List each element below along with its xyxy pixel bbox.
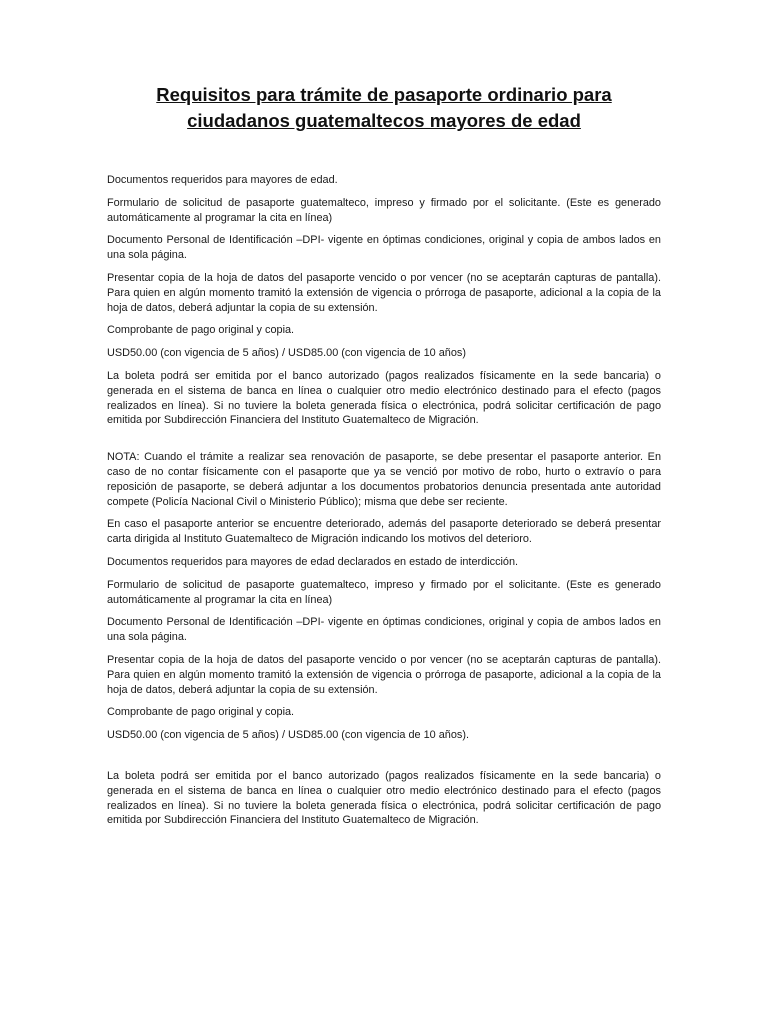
paragraph-fees: USD50.00 (con vigencia de 5 años) / USD85.00 (con vigencia de 10 años) [107, 347, 466, 360]
paragraph-passport-copy: Presentar copia de la hoja de datos del pasaporte vencido o por vencer (no se aceptarán capturas de pantalla). Para quien en algún momento tramitó la extensión de vigencia o prórroga de pasaporte, adicional a la copia de la hoja de datos, deberá adjuntar la copia de su extensión. [107, 271, 661, 314]
paragraph-dpi-2: Documento Personal de Identificación –DPI- vigente en óptimas condiciones, original y copia de ambos lados en una sola página. [107, 616, 661, 644]
title-line-2: ciudadanos guatemaltecos mayores de edad [187, 110, 581, 132]
paragraph-deteriorated: En caso el pasaporte anterior se encuentre deteriorado, además del pasaporte deteriorado se deberá presentar carta dirigida al Instituto Guatemalteco de Migración indicando los motivos del deterioro. [107, 518, 661, 546]
paragraph-bank-slip-2: La boleta podrá ser emitida por el banco autorizado (pagos realizados físicamente en la sede bancaria) o generada en el sistema de banca en línea o cualquier otro medio electrónico destinado para el efecto (pagos realizados en línea). Si no tuviere la boleta generada física o electrónica, podrá solicitar certificación de pago emitida por Subdirección Financiera del Instituto Guatemalteco de Migración. [107, 769, 661, 827]
section-heading-adults: Documentos requeridos para mayores de edad. [107, 174, 338, 186]
section-heading-interdiction: Documentos requeridos para mayores de edad declarados en estado de interdicción. [107, 555, 519, 568]
document-body [107, 173, 661, 836]
paragraph-form-2: Formulario de solicitud de pasaporte guatemalteco, impreso y firmado por el solicitante. (Este es generado automáticamente al programar la cita en línea) [107, 578, 661, 606]
paragraph-dpi: Documento Personal de Identificación –DPI- vigente en óptimas condiciones, original y copia de ambos lados en una sola página. [107, 234, 661, 262]
title-line-1: Requisitos para trámite de pasaporte ordinario para [156, 84, 612, 106]
page-title [100, 82, 668, 134]
paragraph-payment-receipt-2: Comprobante de pago original y copia. [107, 706, 295, 719]
paragraph-form: Formulario de solicitud de pasaporte guatemalteco, impreso y firmado por el solicitante. (Este es generado automáticamente al programar la cita en línea) [107, 196, 661, 224]
paragraph-payment-receipt: Comprobante de pago original y copia. [107, 324, 295, 337]
paragraph-note: NOTA: Cuando el trámite a realizar sea renovación de pasaporte, se debe presentar el pasaporte anterior. En caso de no contar físicamente con el pasaporte que ya se venció por motivo de robo, hurto o extravío o para reposición de pasaporte, se deberá adjuntar a los documentos probatorios denuncia presentada ante autoridad compete (Policía Nacional Civil o Ministerio Público); misma que debe ser reciente. [107, 451, 661, 508]
paragraph-fees-2: USD50.00 (con vigencia de 5 años) / USD85.00 (con vigencia de 10 años). [107, 729, 470, 742]
paragraph-bank-slip: La boleta podrá ser emitida por el banco autorizado (pagos realizados físicamente en la sede bancaria) o generada en el sistema de banca en línea o cualquier otro medio electrónico destinado para el efecto (pagos realizados en línea). Si no tuviere la boleta generada física o electrónica, podrá solicitar certificación de pago emitida por Subdirección Financiera del Instituto Guatemalteco de Migración. [107, 369, 661, 427]
paragraph-passport-copy-2: Presentar copia de la hoja de datos del pasaporte vencido o por vencer (no se aceptarán capturas de pantalla). Para quien en algún momento tramitó la extensión de vigencia o prórroga de pasaporte, adicional a la copia de la hoja de datos, deberá adjuntar la copia de su extensión. [107, 653, 661, 696]
